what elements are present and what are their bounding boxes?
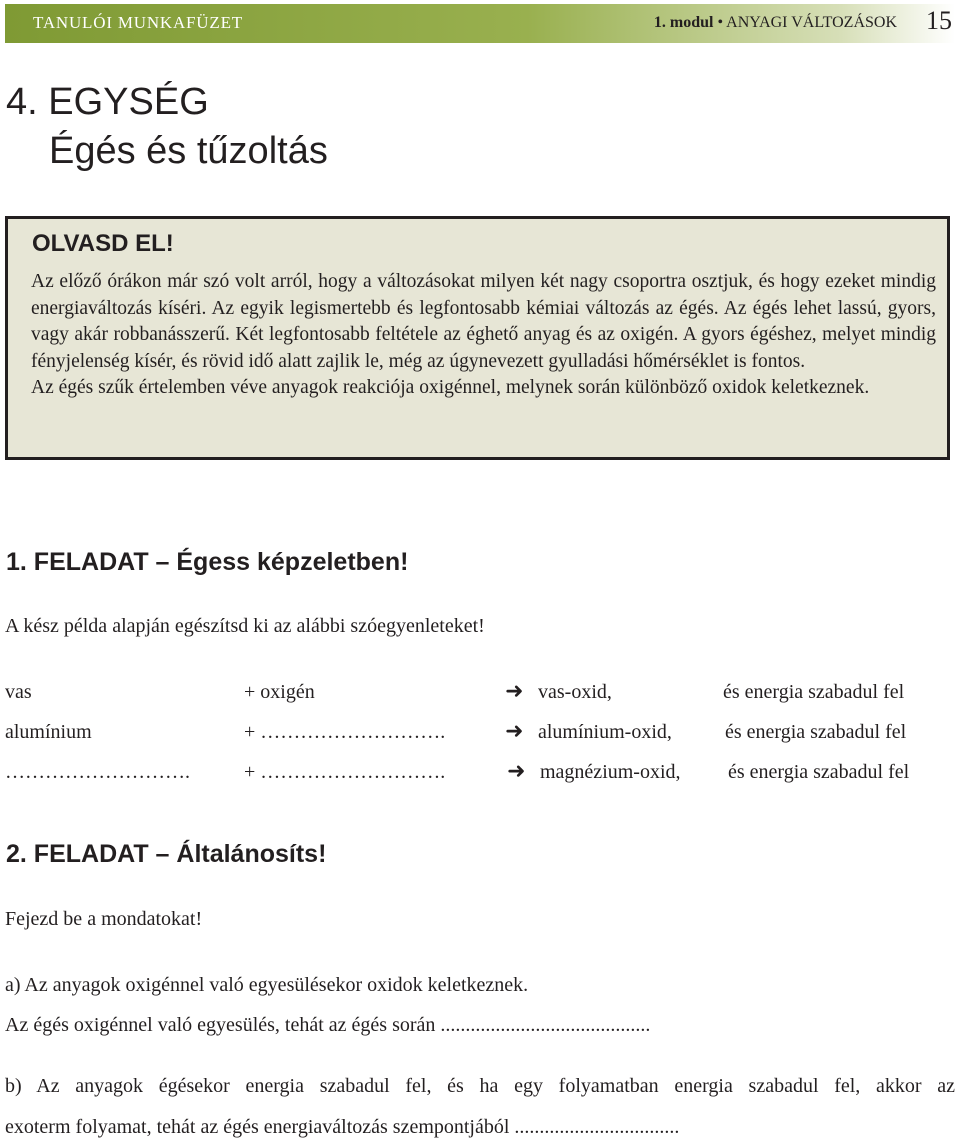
equation-row-2-energy: és energia szabadul fel bbox=[725, 721, 907, 743]
equation-row-1-energy: és energia szabadul fel bbox=[723, 681, 905, 703]
task2-title: 2. FELADAT – Általánosíts! bbox=[6, 840, 327, 868]
arrow-icon: ➜ bbox=[505, 719, 524, 744]
sentence-a-line-2[interactable]: Az égés oxigénnel való egyesülés, tehát az égés során .......................................... bbox=[5, 1014, 651, 1036]
sentence-b-line-1: b) Az anyagok égésekor energia szabadul fel, és ha egy folyamatban energia szabadul fel, akkor az bbox=[5, 1075, 955, 1097]
equation-row-1-reactant: vas bbox=[5, 681, 32, 703]
task1-title: 1. FELADAT – Égess képzeletben! bbox=[6, 548, 409, 576]
module-number: 1. modul bbox=[653, 14, 714, 31]
equation-row-3-blank-oxygen[interactable]: + ………………………. bbox=[244, 761, 446, 783]
reading-box bbox=[5, 216, 950, 460]
sentence-b-line-2[interactable]: exoterm folyamat, tehát az égés energiaváltozás szempontjából ................................. bbox=[5, 1116, 680, 1138]
equation-row-1-product: vas-oxid, bbox=[538, 681, 612, 703]
equation-row-3-energy: és energia szabadul fel bbox=[728, 761, 910, 783]
arrow-icon: ➜ bbox=[507, 759, 526, 784]
page-number: 15 bbox=[926, 6, 952, 35]
equation-row-2-product: alumínium-oxid, bbox=[538, 721, 672, 743]
module-topic: ANYAGI VÁLTOZÁSOK bbox=[726, 14, 897, 31]
reading-box-text bbox=[31, 269, 936, 402]
reading-paragraph-2: Az égés szűk értelemben véve anyagok reakciója oxigénnel, melynek során különböző oxidok keletkeznek. bbox=[31, 377, 870, 398]
equation-row-1-oxygen: + oxigén bbox=[244, 681, 315, 703]
sentence-a-line-1: a) Az anyagok oxigénnel való egyesülésekor oxidok keletkeznek. bbox=[5, 974, 529, 996]
equation-row-2-blank[interactable]: + ………………………. bbox=[244, 721, 446, 743]
task2-instruction: Fejezd be a mondatokat! bbox=[5, 908, 203, 930]
arrow-icon: ➜ bbox=[505, 679, 524, 704]
unit-title: Égés és tűzoltás bbox=[49, 130, 328, 172]
equation-row-3-product: magnézium-oxid, bbox=[540, 761, 681, 783]
workbook-label: TANULÓI MUNKAFÜZET bbox=[33, 13, 243, 32]
module-label bbox=[654, 14, 897, 32]
unit-number: 4. EGYSÉG bbox=[6, 81, 209, 123]
equation-row-2-reactant: alumínium bbox=[5, 721, 92, 743]
task1-instruction: A kész példa alapján egészítsd ki az alábbi szóegyenleteket! bbox=[5, 615, 485, 637]
equation-row-3-blank-reactant[interactable]: ………………………. bbox=[5, 761, 190, 783]
page-header-bar bbox=[5, 4, 955, 43]
reading-paragraph-1: Az előző órákon már szó volt arról, hogy a változásokat milyen két nagy csoportra osztjuk, és hogy ezeket mindig energiaváltozás kíséri. Az egyik legismertebb és legfontosabb kémiai változás az égés. Az égés lehet lassú, gyors, vagy akár robbanásszerű. Két legfontosabb feltétele az éghető anyag és az oxigén. A gyors égéshez, melyet mindig fényjelenség kísér, és rövid idő alatt zajlik le, még az úgynevezett gyulladási hőmérséklet is fontos. bbox=[31, 271, 936, 372]
separator-bullet: • bbox=[717, 14, 724, 31]
reading-box-title: OLVASD EL! bbox=[32, 230, 174, 257]
